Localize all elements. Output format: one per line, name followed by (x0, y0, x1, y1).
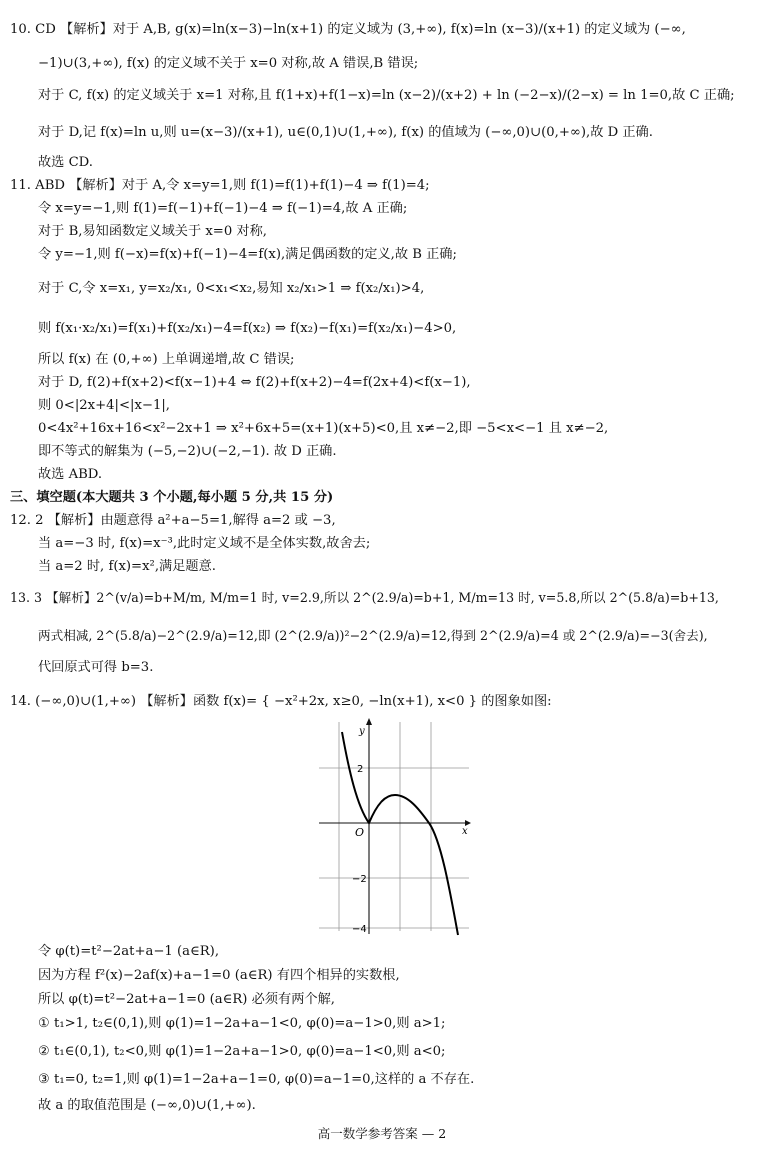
q12-line-1: 12. 2 【解析】由题意得 a²+a−5=1,解得 a=2 或 −3, (10, 513, 336, 528)
tick-label-2: 2 (357, 764, 364, 775)
q14-line-2: 令 φ(t)=t²−2at+a−1 (a∈R), (38, 944, 220, 959)
q13-line-1: 13. 3 【解析】2^(v/a)=b+M/m, M/m=1 时, v=2.9,所以 2^(2.9/a)=b+1, M/m=13 时, v=5.8,所以 2^(5.8/a)=b+13, (10, 590, 719, 605)
tick-label-neg4: −4 (352, 924, 367, 935)
q11-line-7: 所以 f(x) 在 (0,+∞) 上单调递增,故 C 错误; (38, 352, 295, 367)
q10-line-2: −1)∪(3,+∞), f(x) 的定义域不关于 x=0 对称,故 A 错误,B 错误; (38, 56, 419, 71)
q11-line-8: 对于 D, f(2)+f(x+2)<f(x−1)+4 ⇔ f(2)+f(x+2)−4=f(2x+4)<f(x−1), (38, 375, 471, 390)
q14-line-3: 因为方程 f²(x)−2af(x)+a−1=0 (a∈R) 有四个相异的实数根, (38, 968, 400, 983)
q11-line-9: 则 0<|2x+4|<|x−1|, (38, 398, 170, 413)
q10-line-5: 故选 CD. (38, 155, 93, 170)
q11-line-3: 对于 B,易知函数定义域关于 x=0 对称, (38, 224, 267, 239)
q14-line-7: ③ t₁=0, t₂=1,则 φ(1)=1−2a+a−1=0, φ(0)=a−1=0,这样的 a 不存在. (38, 1072, 475, 1087)
q11-line-10: 0<4x²+16x+16<x²−2x+1 ⇒ x²+6x+5=(x+1)(x+5)<0,且 x≠−2,即 −5<x<−1 且 x≠−2, (38, 421, 609, 436)
q10-line-4: 对于 D,记 f(x)=ln u,则 u=(x−3)/(x+1), u∈(0,1)∪(1,+∞), f(x) 的值域为 (−∞,0)∪(0,+∞),故 D 正确. (38, 125, 653, 140)
x-axis-label: x (462, 826, 468, 837)
function-graph (305, 716, 475, 938)
section-heading: 三、填空题(本大题共 3 个小题,每小题 5 分,共 15 分) (10, 490, 334, 505)
q11-line-4: 令 y=−1,则 f(−x)=f(x)+f(−1)−4=f(x),满足偶函数的定义,故 B 正确; (38, 247, 457, 262)
function-graph-svg (305, 716, 475, 938)
q14-line-8: 故 a 的取值范围是 (−∞,0)∪(1,+∞). (38, 1098, 256, 1113)
q11-line-6: 则 f(x₁·x₂/x₁)=f(x₁)+f(x₂/x₁)−4=f(x₂) ⇒ f(x₂)−f(x₁)=f(x₂/x₁)−4>0, (38, 321, 457, 336)
q14-line-6: ② t₁∈(0,1), t₂<0,则 φ(1)=1−2a+a−1>0, φ(0)=a−1<0,则 a<0; (38, 1044, 446, 1059)
q12-line-3: 当 a=2 时, f(x)=x²,满足题意. (38, 559, 216, 574)
q11-line-12: 故选 ABD. (38, 467, 103, 482)
q14-line-1: 14. (−∞,0)∪(1,+∞) 【解析】函数 f(x)= { −x²+2x, x≥0, −ln(x+1), x<0 } 的图象如图: (10, 694, 552, 709)
q13-line-3: 代回原式可得 b=3. (38, 660, 154, 675)
page-footer: 高一数学参考答案 — 2 (317, 1126, 447, 1141)
q10-line-1: 10. CD 【解析】对于 A,B, g(x)=ln(x−3)−ln(x+1) 的定义域为 (3,+∞), f(x)=ln (x−3)/(x+1) 的定义域为 (−∞, (10, 22, 686, 37)
q11-line-5: 对于 C,令 x=x₁, y=x₂/x₁, 0<x₁<x₂,易知 x₂/x₁>1 ⇒ f(x₂/x₁)>4, (38, 281, 425, 296)
q11-line-2: 令 x=y=−1,则 f(1)=f(−1)+f(−1)−4 ⇒ f(−1)=4,故 A 正确; (38, 201, 408, 216)
q11-line-11: 即不等式的解集为 (−5,−2)∪(−2,−1). 故 D 正确. (38, 444, 337, 459)
origin-label: O (355, 826, 365, 839)
q13-line-2: 两式相减, 2^(5.8/a)−2^(2.9/a)=12,即 (2^(2.9/a))²−2^(2.9/a)=12,得到 2^(2.9/a)=4 或 2^(2.9/a)=−3(舍去), (38, 628, 708, 643)
tick-label-neg2: −2 (352, 874, 367, 885)
q10-line-3: 对于 C, f(x) 的定义域关于 x=1 对称,且 f(1+x)+f(1−x)=ln (x−2)/(x+2) + ln (−2−x)/(2−x) = ln 1=0,故 C 正确; (38, 88, 735, 103)
y-axis-arrow (366, 718, 372, 725)
q14-line-5: ① t₁>1, t₂∈(0,1),则 φ(1)=1−2a+a−1<0, φ(0)=a−1>0,则 a>1; (38, 1016, 446, 1031)
q11-line-1: 11. ABD 【解析】对于 A,令 x=y=1,则 f(1)=f(1)+f(1)−4 ⇒ f(1)=4; (10, 178, 430, 193)
q12-line-2: 当 a=−3 时, f(x)=x⁻³,此时定义域不是全体实数,故舍去; (38, 536, 371, 551)
y-axis-label: y (359, 726, 365, 737)
q14-line-4: 所以 φ(t)=t²−2at+a−1=0 (a∈R) 必须有两个解, (38, 992, 335, 1007)
